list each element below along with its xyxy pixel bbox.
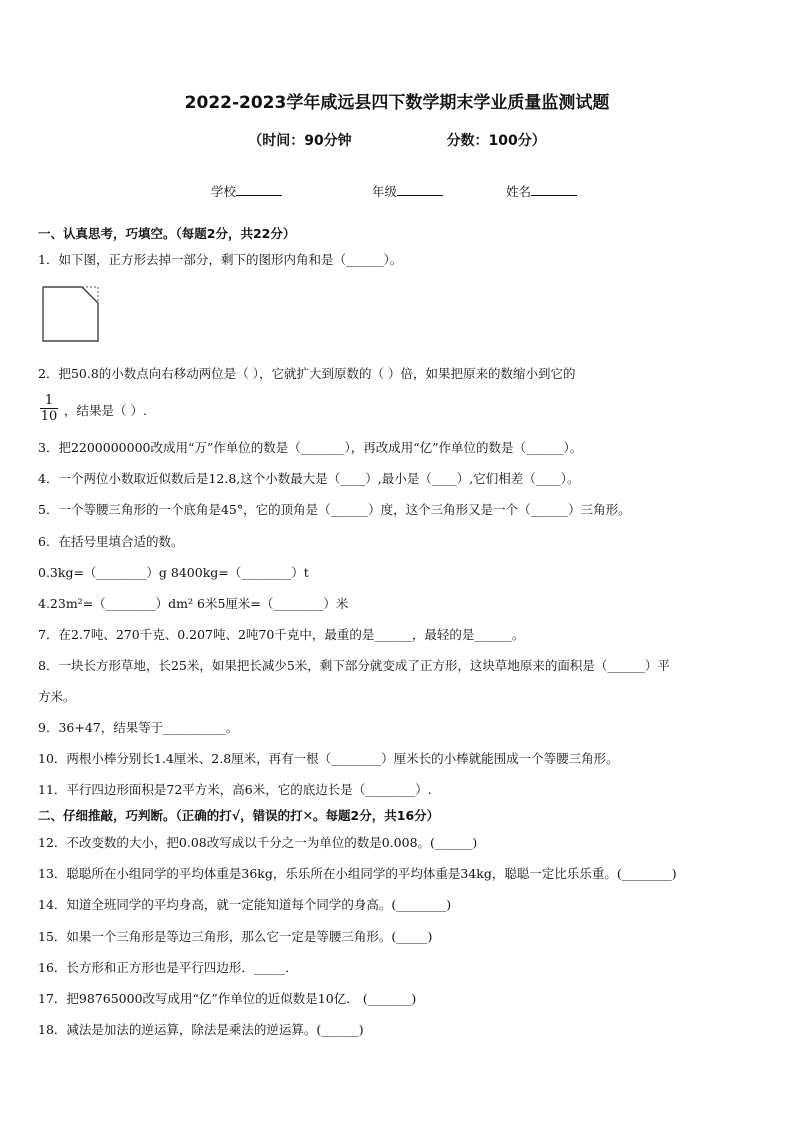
question-1: 1．如下图，正方形去掉一部分，剩下的图形内角和是（______）。 [38, 252, 403, 267]
question-15: 15．如果一个三角形是等边三角形，那么它一定是等腰三角形。(_____) [38, 929, 433, 944]
question-3: 3．把2200000000改成用“万”作单位的数是（_______），再改成用“亿”作单位的数是（______）。 [38, 440, 583, 455]
question-4: 4．一个两位小数取近似数后是12.8,这个小数最大是（____）,最小是（____）,它们相差（____）。 [38, 471, 580, 486]
question-8: 8．一块长方形草地，长25米，如果把长减少5米，剩下部分就变成了正方形，这块草地原来的面积是（______）平 [38, 658, 670, 673]
total-score: 分数：100分） [446, 133, 546, 149]
question-9: 9．36+47，结果等于__________。 [38, 720, 239, 735]
square-corner-cut-figure [42, 286, 100, 344]
name-label: 姓名 [506, 184, 532, 199]
question-11: 11．平行四边形面积是72平方米，高6米，它的底边长是（________）. [38, 782, 432, 797]
question-6: 6．在括号里填合适的数。 [38, 534, 184, 549]
question-2: 2．把50.8的小数点向右移动两位是（ ），它就扩大到原数的（ ）倍，如果把原来的数缩小到它的 [38, 366, 576, 381]
school-field [211, 182, 282, 200]
question-13: 13．聪聪所在小组同学的平均体重是36kg，乐乐所在小组同学的平均体重是34kg，聪聪一定比乐乐重。(________) [38, 866, 677, 881]
grade-label: 年级 [372, 184, 398, 199]
school-label: 学校 [211, 184, 237, 199]
page-title: 2022-2023学年咸远县四下数学期末学业质量监测试题 [184, 93, 610, 113]
question-5: 5．一个等腰三角形的一个底角是45°，它的顶角是（______）度，这个三角形又是一个（______）三角形。 [38, 502, 631, 517]
question-6-row-1: 0.3kg=（________）g 8400kg=（________）t [38, 565, 309, 580]
question-10: 10．两根小棒分别长1.4厘米、2.8厘米，再有一根（________）厘米长的小棒就能围成一个等腰三角形。 [38, 751, 619, 766]
name-field [506, 182, 577, 200]
question-12: 12．不改变数的大小，把0.08改写成以千分之一为单位的数是0.008。(______) [38, 835, 478, 850]
question-7: 7．在2.7吨、270千克、0.207吨、2吨70千克中，最重的是______，最轻的是______。 [38, 627, 525, 642]
fraction-denominator: 10 [40, 409, 58, 424]
question-18: 18．减法是加法的逆运算，除法是乘法的逆运算。(______) [38, 1022, 364, 1037]
question-17: 17．把98765000改写成用“亿”作单位的近似数是10亿． (_______) [38, 991, 417, 1006]
grade-field [372, 182, 443, 200]
name-blank [531, 183, 577, 196]
grade-blank [397, 183, 443, 196]
question-2-cont: ，结果是（ ）. [64, 403, 147, 418]
question-16: 16．长方形和正方形也是平行四边形．_____． [38, 960, 298, 975]
question-8-cont: 方米。 [38, 689, 76, 704]
fraction-one-tenth [40, 393, 58, 425]
exam-subtitle [0, 130, 794, 150]
time-limit: （时间：90分钟 [248, 133, 352, 149]
fraction-numerator: 1 [40, 393, 58, 409]
section-2-heading: 二、仔细推敲，巧判断。（正确的打√，错误的打✕。每题2分，共16分） [38, 808, 440, 823]
section-1-heading: 一、认真思考，巧填空。（每题2分，共22分） [38, 226, 296, 241]
question-14: 14．知道全班同学的平均身高，就一定能知道每个同学的身高。(________) [38, 897, 452, 912]
school-blank [236, 183, 282, 196]
question-6-row-2: 4.23m²=（________）dm² 6米5厘米=（________）米 [38, 596, 349, 611]
